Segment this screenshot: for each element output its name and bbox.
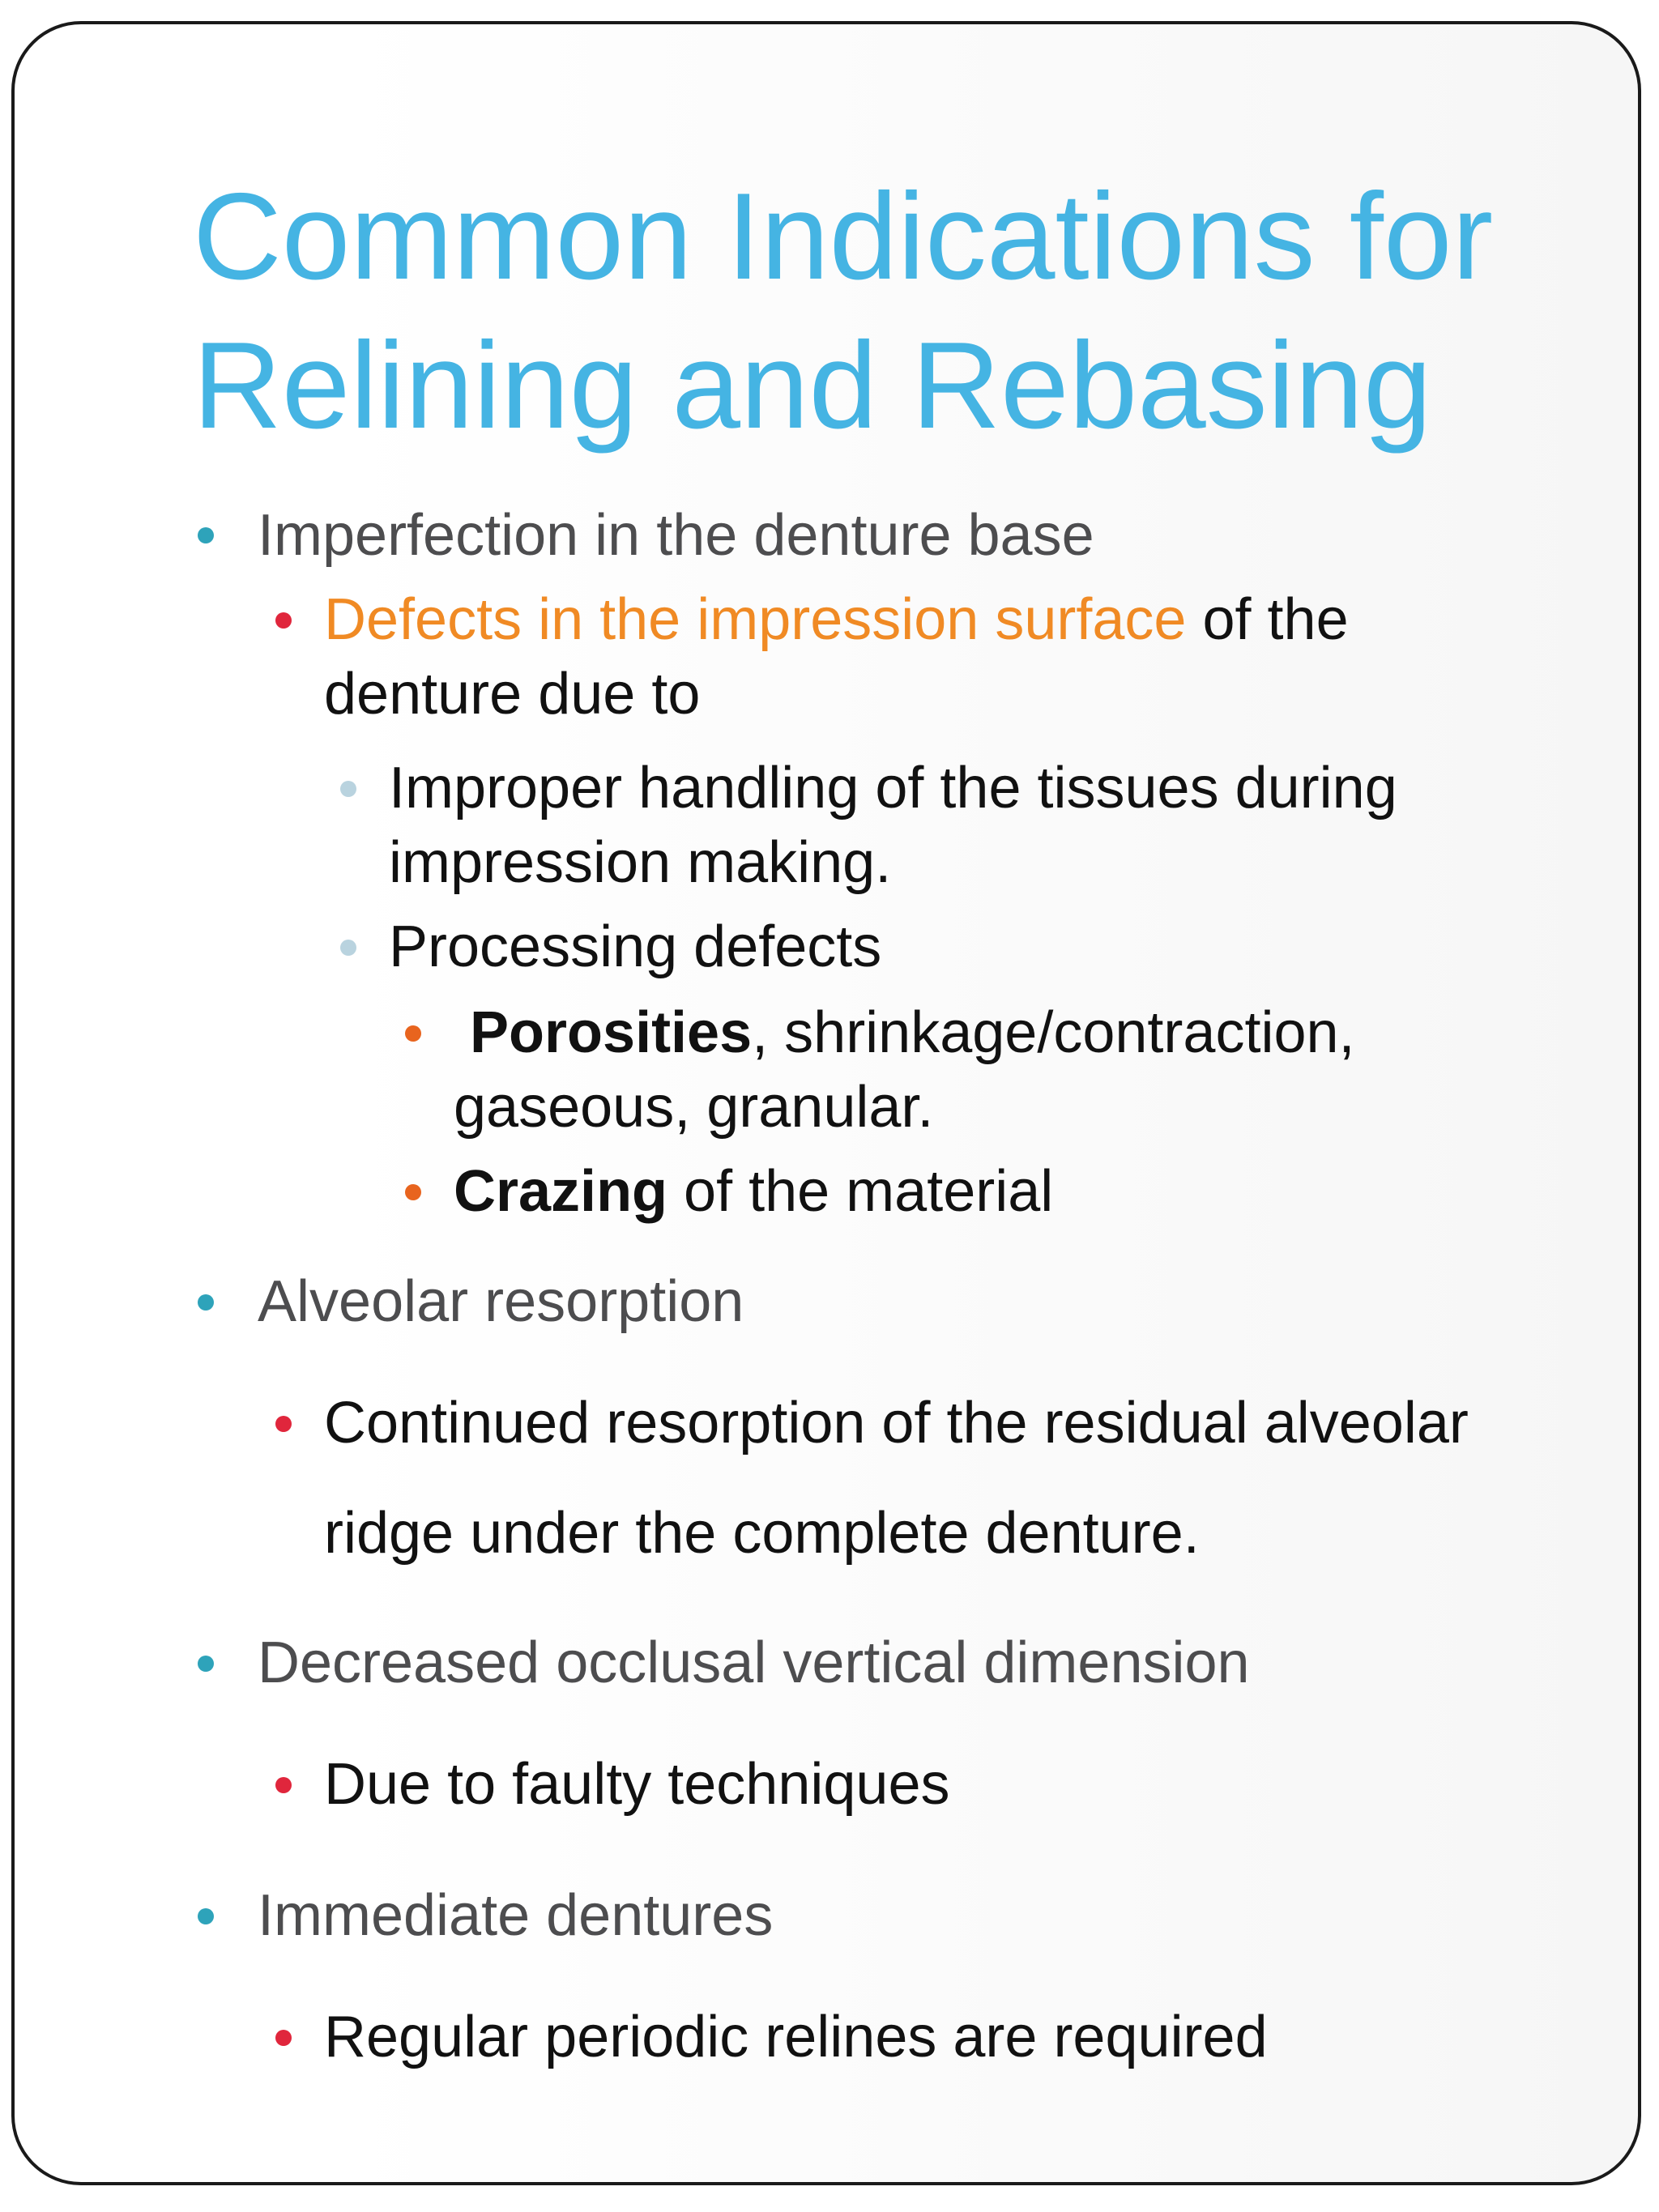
bullet-text — [324, 583, 1349, 656]
bullet-dot-icon — [275, 1416, 292, 1432]
bold-term: Crazing — [454, 1159, 668, 1224]
bullet-text: Regular periodic relines are required — [324, 2005, 1268, 2069]
bullet-dot-icon — [340, 940, 356, 956]
bullet-text: Due to faulty techniques — [324, 1752, 950, 1817]
bullet-text-rest: of the material — [667, 1159, 1054, 1224]
bullet-text-line2: gaseous, granular. — [454, 1075, 934, 1140]
bullet-dot-icon — [275, 1777, 292, 1793]
bullet-dot-icon — [198, 1908, 214, 1924]
bullet-text-rest: of the — [1186, 587, 1349, 652]
bullet-dot-icon — [198, 1294, 214, 1311]
bullet-text — [454, 996, 1355, 1069]
title-line-1: Common Indications for — [193, 168, 1494, 305]
slide-title — [193, 162, 1570, 460]
bullet-dot-icon — [275, 2030, 292, 2046]
bullet-text: Decreased occlusal vertical dimension — [258, 1630, 1250, 1695]
bullet-dot-icon — [405, 1184, 421, 1200]
bullet-text-rest: , shrinkage/contraction, — [752, 1000, 1355, 1065]
bullet-text: Imperfection in the denture base — [258, 503, 1094, 568]
bullet-dot-icon — [275, 612, 292, 629]
bullet-text: Alveolar resorption — [258, 1269, 744, 1334]
slide-frame — [11, 21, 1641, 2185]
bold-term: Porosities — [470, 1000, 753, 1065]
bullet-text — [454, 1155, 1053, 1228]
highlight-text: Defects in the impression surface — [324, 587, 1187, 652]
bullet-text: Improper handling of the tissues during — [389, 756, 1397, 820]
bullet-text: Immediate dentures — [258, 1883, 774, 1948]
bullet-text-line2: impression making. — [389, 830, 892, 895]
title-line-2: Relining and Rebasing — [193, 317, 1432, 454]
bullet-text-line2: ridge under the complete denture. — [324, 1501, 1200, 1566]
bullet-dot-icon — [198, 527, 214, 543]
bullet-text: Processing defects — [389, 914, 882, 979]
bullet-dot-icon — [340, 781, 356, 797]
bullet-dot-icon — [405, 1025, 421, 1042]
bullet-text: Continued resorption of the residual alveolar — [324, 1391, 1469, 1455]
bullet-dot-icon — [198, 1656, 214, 1672]
bullet-text-line2: denture due to — [324, 662, 701, 727]
